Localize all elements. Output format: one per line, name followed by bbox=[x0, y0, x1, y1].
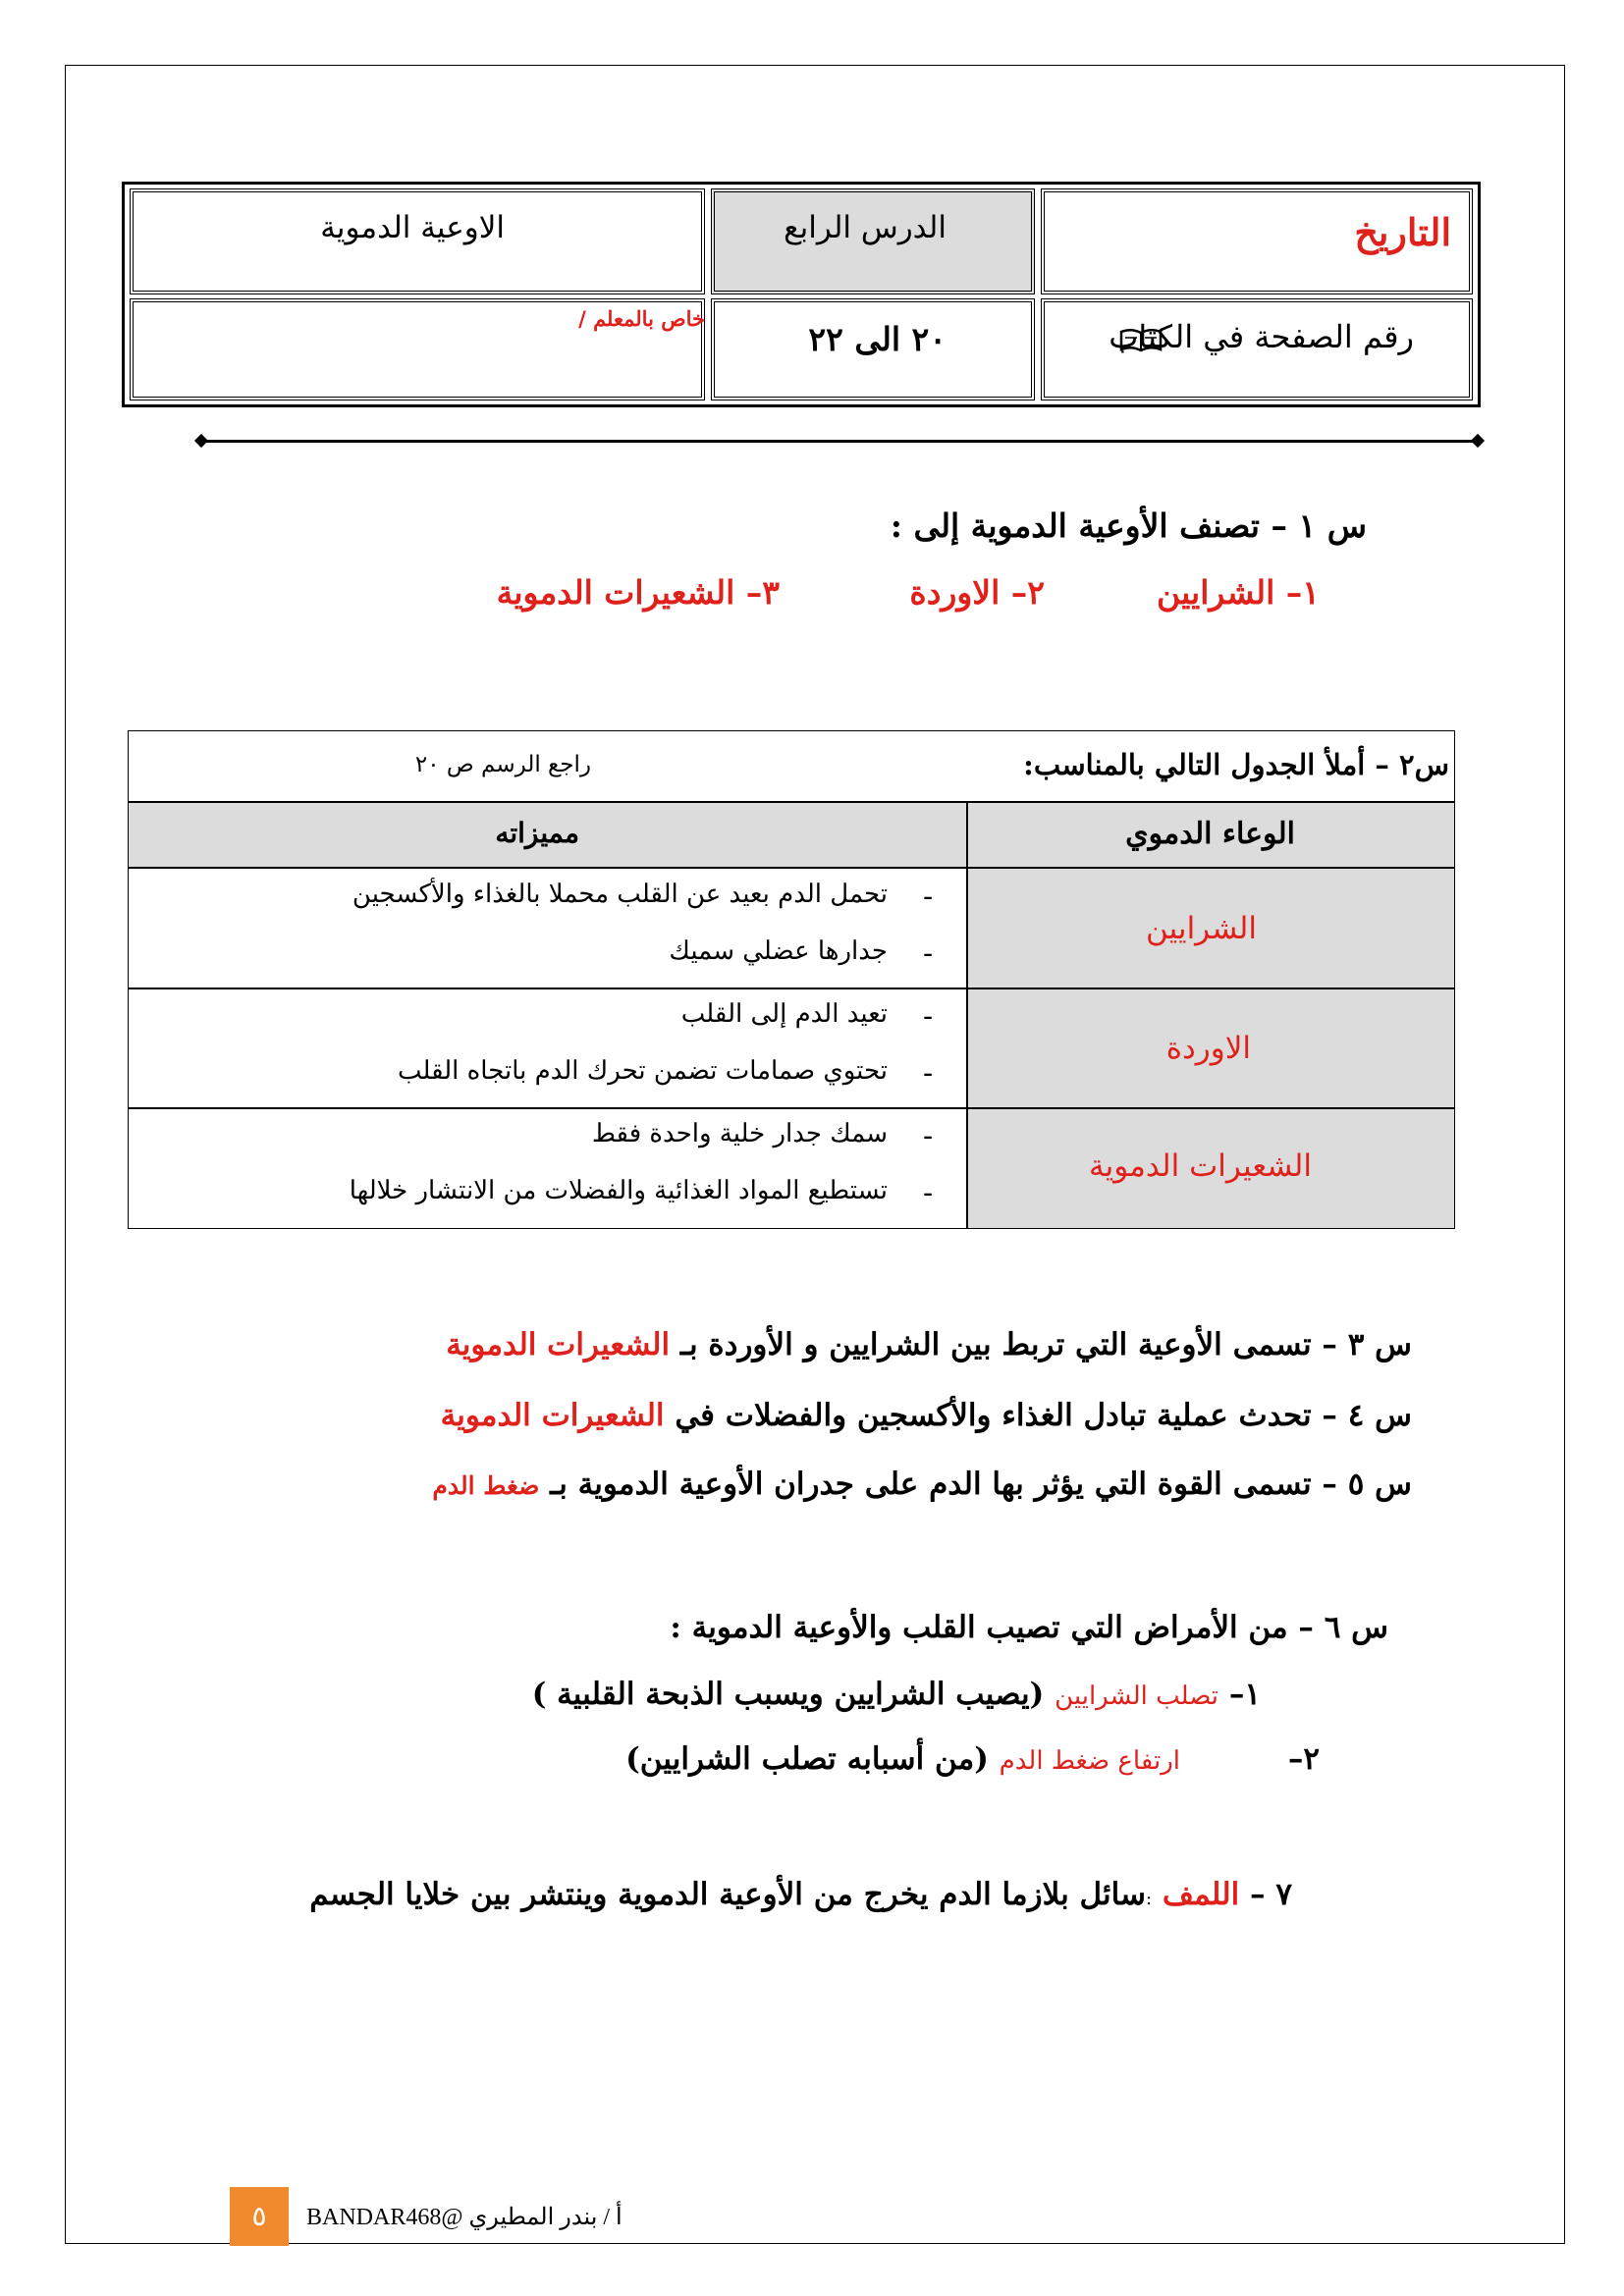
vessel-arteries: الشرايين bbox=[1145, 911, 1257, 946]
table-hline bbox=[128, 1107, 1455, 1109]
q6-item-2-answer: ارتفاع ضغط الدم bbox=[999, 1746, 1180, 1776]
q1-text: س ١ – تصنف الأوعية الدموية إلى : bbox=[890, 507, 1367, 545]
feature-arteries-2: جدارها عضلي سميك bbox=[669, 936, 888, 966]
q1-answer-3: ٣– الشعيرات الدموية bbox=[496, 573, 780, 612]
q6-item-1-answer: تصلب الشرايين bbox=[1055, 1682, 1219, 1711]
q7-answer: اللمف bbox=[1162, 1877, 1240, 1912]
q6-item-2 bbox=[625, 1741, 1180, 1777]
q6-text: س ٦ – من الأمراض التي تصيب القلب والأوعية الدموية : bbox=[670, 1610, 1388, 1645]
q5-text: س ٥ – تسمى القوة التي يؤثر بها الدم على جدران الأوعية الدموية بـ bbox=[550, 1467, 1412, 1502]
lesson-title: الاوعية الدموية bbox=[320, 210, 505, 245]
q7-line bbox=[309, 1877, 1292, 1912]
table-vline bbox=[966, 801, 968, 1229]
feature-capillaries-1: سمك جدار خلية واحدة فقط bbox=[591, 1119, 888, 1148]
book-icon bbox=[1119, 328, 1163, 353]
q2-reference: راجع الرسم ص ٢٠ bbox=[414, 752, 591, 777]
q4-line bbox=[441, 1398, 1412, 1433]
q7-text: سائل بلازما الدم يخرج من الأوعية الدموية وينتشر بين خلايا الجسم bbox=[309, 1877, 1147, 1912]
page-number-badge: ٥ bbox=[230, 2187, 289, 2246]
page-range: ٢٠ الى ٢٢ bbox=[808, 320, 947, 358]
page-label: رقم الصفحة في الكتاب bbox=[1109, 318, 1414, 355]
lesson-label: الدرس الرابع bbox=[784, 210, 947, 245]
feature-bullet: - bbox=[923, 1056, 934, 1091]
teacher-note: خاص بالمعلم / bbox=[578, 306, 705, 331]
feature-arteries-1: تحمل الدم بعيد عن القلب محملا بالغذاء والأكسجين bbox=[352, 880, 888, 909]
feature-bullet: - bbox=[923, 999, 934, 1034]
vessel-capillaries: الشعيرات الدموية bbox=[1089, 1148, 1312, 1184]
col-header-features: مميزاته bbox=[495, 817, 579, 849]
q5-answer: ضغط الدم bbox=[432, 1471, 540, 1500]
feature-veins-1: تعيد الدم إلى القلب bbox=[680, 999, 888, 1029]
q7-num: ٧ – bbox=[1250, 1877, 1292, 1912]
q7-colon: : bbox=[1146, 1889, 1153, 1909]
q6-item-1-note: (يصيب الشرايين ويسبب الذبحة القلبية ) bbox=[531, 1677, 1045, 1712]
q5-line bbox=[432, 1467, 1412, 1502]
history-label: التاريخ bbox=[1354, 210, 1451, 254]
q3-answer: الشعيرات الدموية bbox=[446, 1327, 671, 1362]
q1-answer-1: ١– الشرايين bbox=[1156, 573, 1320, 612]
feature-bullet: - bbox=[923, 1176, 934, 1210]
q6-item-2-num: ٢– bbox=[1287, 1741, 1320, 1777]
feature-veins-2: تحتوي صمامات تضمن تحرك الدم باتجاه القلب bbox=[397, 1056, 888, 1086]
q2-prompt: س٢ – أملأ الجدول التالي بالمناسب: bbox=[1023, 748, 1449, 781]
feature-bullet: - bbox=[923, 880, 934, 914]
table-hline bbox=[128, 801, 1455, 803]
divider-line bbox=[201, 440, 1478, 443]
q6-item-1-num: ١– bbox=[1228, 1677, 1261, 1712]
col-header-vessel: الوعاء الدموي bbox=[1125, 817, 1295, 851]
q3-text: س ٣ – تسمى الأوعية التي تربط بين الشرايين و الأوردة بـ bbox=[679, 1327, 1412, 1362]
table-hline bbox=[128, 867, 1455, 869]
table-hline bbox=[128, 988, 1455, 989]
vessel-veins: الاوردة bbox=[1165, 1031, 1251, 1066]
q6-item-2-note: (من أسبابه تصلب الشرايين) bbox=[625, 1741, 989, 1777]
q4-answer: الشعيرات الدموية bbox=[440, 1398, 665, 1433]
feature-bullet: - bbox=[923, 936, 934, 971]
q6-item-1 bbox=[532, 1677, 1261, 1712]
q3-line bbox=[446, 1327, 1412, 1362]
q4-text: س ٤ – تحدث عملية تبادل الغذاء والأكسجين والفضلات في bbox=[675, 1398, 1412, 1433]
author-credit: أ / بندر المطيري @BANDAR468 bbox=[306, 2205, 623, 2230]
q1-answer-2: ٢– الاوردة bbox=[909, 573, 1045, 612]
feature-capillaries-2: تستطيع المواد الغذائية والفضلات من الانتشار خلالها bbox=[349, 1176, 888, 1205]
feature-bullet: - bbox=[923, 1119, 934, 1153]
